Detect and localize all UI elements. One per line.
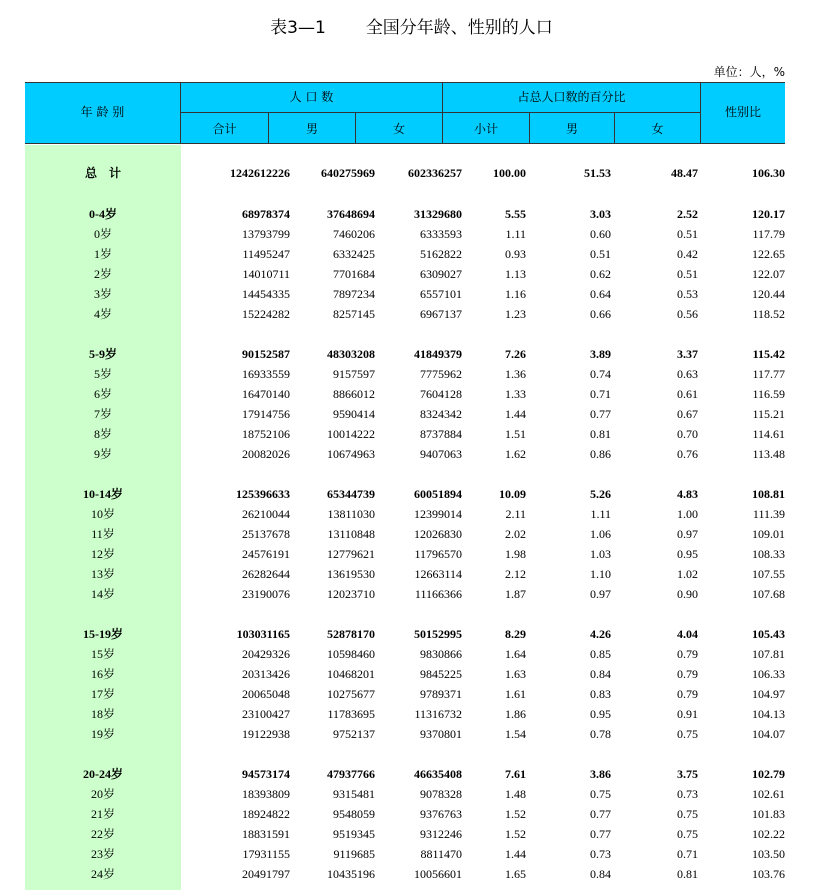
table-code: 表3—1 [270, 18, 326, 38]
cell-female: 41849379 [414, 347, 462, 361]
cell-male: 7460206 [333, 227, 375, 241]
cell-male: 640275969 [321, 166, 375, 180]
cell-pct-female: 0.79 [677, 687, 698, 701]
age-label: 2岁 [93, 267, 112, 281]
cell-male: 7701684 [333, 267, 375, 281]
cell-male: 9548059 [333, 807, 375, 821]
cell-pct-male: 0.75 [590, 787, 611, 801]
cell-female: 7604128 [420, 387, 462, 401]
cell-male: 9519345 [333, 827, 375, 841]
cell-male: 6332425 [333, 247, 375, 261]
cell-sex-ratio: 101.83 [752, 807, 785, 821]
cell-total: 1242612226 [230, 166, 290, 180]
cell-pct-subtotal: 1.44 [505, 407, 526, 421]
cell-pct-female: 1.02 [677, 567, 698, 581]
cell-pct-female: 1.00 [677, 507, 698, 521]
cell-pct-male: 1.06 [590, 527, 611, 541]
cell-pct-subtotal: 1.16 [505, 287, 526, 301]
cell-total: 14454335 [242, 287, 290, 301]
cell-pct-male: 0.62 [590, 267, 611, 281]
cell-pct-subtotal: 2.02 [505, 527, 526, 541]
cell-pct-female: 0.75 [677, 727, 698, 741]
cell-pct-female: 4.04 [677, 627, 698, 641]
cell-pct-male: 0.60 [590, 227, 611, 241]
cell-male: 8257145 [333, 307, 375, 321]
cell-pct-subtotal: 7.61 [505, 767, 526, 781]
cell-total: 18924822 [242, 807, 290, 821]
cell-pct-subtotal: 1.54 [505, 727, 526, 741]
cell-male: 9119685 [333, 847, 375, 861]
cell-pct-male: 0.78 [590, 727, 611, 741]
cell-male: 11783695 [327, 707, 375, 721]
cell-male: 10275677 [327, 687, 375, 701]
header-pct-male: 男 [565, 122, 578, 136]
cell-sex-ratio: 104.13 [752, 707, 785, 721]
cell-pct-male: 0.74 [590, 367, 611, 381]
table-row [25, 444, 785, 464]
cell-female: 6309027 [420, 267, 462, 281]
cell-pct-subtotal: 1.36 [505, 367, 526, 381]
cell-male: 9752137 [333, 727, 375, 741]
cell-pct-female: 4.83 [677, 487, 698, 501]
table-row [25, 824, 785, 844]
cell-total: 90152587 [242, 347, 290, 361]
cell-pct-female: 3.75 [677, 767, 698, 781]
cell-total: 20313426 [242, 667, 290, 681]
cell-total: 94573174 [242, 767, 290, 781]
cell-sex-ratio: 108.33 [752, 547, 785, 561]
cell-total: 24576191 [242, 547, 290, 561]
table-row [25, 664, 785, 684]
cell-total: 15224282 [242, 307, 290, 321]
table-row [25, 504, 785, 524]
cell-total: 17914756 [242, 407, 290, 421]
header-border-top [25, 82, 785, 83]
age-label: 3岁 [93, 287, 112, 301]
cell-total: 23100427 [242, 707, 290, 721]
cell-pct-male: 1.11 [590, 507, 611, 521]
header-female: 女 [392, 122, 405, 136]
cell-pct-male: 5.26 [590, 487, 611, 501]
header-border-bottom [25, 143, 785, 144]
age-label: 20岁 [90, 787, 115, 801]
unit-label: 单位：人，% [713, 65, 785, 79]
cell-pct-subtotal: 7.26 [505, 347, 526, 361]
age-label: 16岁 [90, 667, 115, 681]
cell-sex-ratio: 104.97 [752, 687, 785, 701]
cell-sex-ratio: 107.81 [752, 647, 785, 661]
cell-male: 10435196 [327, 867, 375, 881]
cell-total: 18831591 [242, 827, 290, 841]
cell-male: 13811030 [327, 507, 375, 521]
cell-female: 6333593 [420, 227, 462, 241]
age-label: 1岁 [93, 247, 112, 261]
table-group-row [25, 624, 785, 644]
cell-pct-subtotal: 0.93 [505, 247, 526, 261]
cell-sex-ratio: 103.50 [752, 847, 785, 861]
cell-sex-ratio: 116.59 [752, 387, 785, 401]
cell-female: 31329680 [414, 207, 462, 221]
table-row [25, 684, 785, 704]
cell-female: 9078328 [420, 787, 462, 801]
cell-pct-subtotal: 1.64 [505, 647, 526, 661]
cell-total: 16933559 [242, 367, 290, 381]
cell-male: 65344739 [327, 487, 375, 501]
age-label: 23岁 [90, 847, 115, 861]
cell-sex-ratio: 118.52 [752, 307, 785, 321]
age-label: 0岁 [93, 227, 112, 241]
cell-pct-female: 0.97 [677, 527, 698, 541]
cell-pct-subtotal: 1.51 [505, 427, 526, 441]
age-label: 21岁 [90, 807, 115, 821]
cell-pct-male: 0.73 [590, 847, 611, 861]
cell-pct-male: 1.10 [590, 567, 611, 581]
cell-female: 8737884 [420, 427, 462, 441]
cell-pct-female: 0.91 [677, 707, 698, 721]
cell-pct-subtotal: 8.29 [505, 627, 526, 641]
age-label: 15岁 [90, 647, 115, 661]
cell-female: 12663114 [414, 567, 462, 581]
table-row [25, 844, 785, 864]
cell-total: 20429326 [242, 647, 290, 661]
cell-pct-subtotal: 2.11 [505, 507, 526, 521]
cell-pct-subtotal: 1.33 [505, 387, 526, 401]
cell-pct-subtotal: 1.65 [505, 867, 526, 881]
cell-pct-male: 0.86 [590, 447, 611, 461]
table-group-row [25, 484, 785, 504]
cell-pct-female: 0.75 [677, 807, 698, 821]
cell-female: 50152995 [414, 627, 462, 641]
cell-sex-ratio: 109.01 [752, 527, 785, 541]
age-label: 15-19岁 [83, 627, 123, 641]
table-row [25, 724, 785, 744]
age-label: 12岁 [90, 547, 115, 561]
header-male: 男 [305, 122, 318, 136]
cell-total: 103031165 [236, 627, 290, 641]
table-group-row [25, 344, 785, 364]
header-subtotal: 小计 [473, 122, 498, 136]
cell-sex-ratio: 106.30 [752, 166, 785, 180]
cell-pct-male: 51.53 [584, 166, 611, 180]
age-label: 20-24岁 [83, 767, 123, 781]
cell-pct-subtotal: 1.48 [505, 787, 526, 801]
cell-sex-ratio: 120.17 [752, 207, 785, 221]
header-divider-mid [180, 112, 700, 113]
table-name: 全国分年龄、性别的人口 [365, 18, 553, 38]
cell-female: 5162822 [420, 247, 462, 261]
cell-pct-subtotal: 100.00 [493, 166, 526, 180]
age-label: 4岁 [93, 307, 112, 321]
cell-sex-ratio: 113.48 [752, 447, 785, 461]
cell-sex-ratio: 120.44 [752, 287, 785, 301]
cell-sex-ratio: 107.68 [752, 587, 785, 601]
cell-sex-ratio: 103.76 [752, 867, 785, 881]
cell-pct-subtotal: 1.98 [505, 547, 526, 561]
table-row [25, 424, 785, 444]
cell-pct-male: 0.71 [590, 387, 611, 401]
age-label: 14岁 [90, 587, 115, 601]
table-header [25, 82, 785, 144]
cell-female: 8811470 [420, 847, 462, 861]
header-population: 人 口 数 [289, 90, 334, 104]
cell-male: 9590414 [333, 407, 375, 421]
cell-pct-male: 0.77 [590, 827, 611, 841]
cell-male: 10674963 [327, 447, 375, 461]
table-row [25, 564, 785, 584]
cell-female: 9312246 [420, 827, 462, 841]
table-row [25, 644, 785, 664]
cell-pct-male: 0.51 [590, 247, 611, 261]
age-label: 17岁 [90, 687, 115, 701]
cell-pct-subtotal: 10.09 [499, 487, 526, 501]
cell-pct-subtotal: 1.13 [505, 267, 526, 281]
age-label: 6岁 [93, 387, 112, 401]
cell-male: 10014222 [327, 427, 375, 441]
cell-pct-female: 0.90 [677, 587, 698, 601]
cell-female: 12026830 [414, 527, 462, 541]
table-row [25, 404, 785, 424]
header-age: 年 龄 别 [80, 105, 125, 119]
table-group-row [25, 163, 785, 183]
cell-pct-subtotal: 1.62 [505, 447, 526, 461]
age-label: 0-4岁 [89, 207, 117, 221]
cell-pct-female: 3.37 [677, 347, 698, 361]
table-row [25, 804, 785, 824]
cell-sex-ratio: 115.21 [752, 407, 785, 421]
cell-sex-ratio: 114.61 [752, 427, 785, 441]
cell-male: 9157597 [333, 367, 375, 381]
cell-pct-subtotal: 1.11 [505, 227, 526, 241]
cell-pct-subtotal: 1.52 [505, 807, 526, 821]
age-label: 13岁 [90, 567, 115, 581]
table-row [25, 584, 785, 604]
cell-pct-subtotal: 1.61 [505, 687, 526, 701]
header-sex-ratio: 性别比 [724, 105, 761, 119]
age-label: 22岁 [90, 827, 115, 841]
cell-sex-ratio: 102.61 [752, 787, 785, 801]
cell-sex-ratio: 115.42 [752, 347, 785, 361]
cell-total: 19122938 [242, 727, 290, 741]
table-row [25, 284, 785, 304]
cell-pct-subtotal: 1.44 [505, 847, 526, 861]
cell-total: 13793799 [242, 227, 290, 241]
table-row [25, 544, 785, 564]
cell-sex-ratio: 117.77 [752, 367, 785, 381]
cell-female: 11316732 [414, 707, 462, 721]
cell-female: 10056601 [414, 867, 462, 881]
cell-pct-female: 48.47 [671, 166, 698, 180]
cell-male: 12023710 [327, 587, 375, 601]
cell-total: 23190076 [242, 587, 290, 601]
cell-male: 13110848 [327, 527, 375, 541]
cell-pct-female: 0.51 [677, 267, 698, 281]
cell-total: 11495247 [242, 247, 290, 261]
cell-female: 11796570 [414, 547, 462, 561]
header-percent: 占总人口数的百分比 [517, 90, 626, 104]
cell-total: 18393809 [242, 787, 290, 801]
cell-pct-female: 0.70 [677, 427, 698, 441]
cell-pct-subtotal: 1.52 [505, 827, 526, 841]
cell-pct-female: 2.52 [677, 207, 698, 221]
cell-pct-female: 0.61 [677, 387, 698, 401]
age-label: 5岁 [93, 367, 112, 381]
cell-total: 17931155 [242, 847, 290, 861]
cell-female: 9845225 [420, 667, 462, 681]
cell-sex-ratio: 108.81 [752, 487, 785, 501]
table-row [25, 784, 785, 804]
cell-pct-male: 0.66 [590, 307, 611, 321]
cell-pct-male: 0.83 [590, 687, 611, 701]
age-label: 11岁 [91, 527, 115, 541]
age-label: 8岁 [93, 427, 112, 441]
table-row [25, 524, 785, 544]
cell-pct-male: 0.84 [590, 867, 611, 881]
cell-female: 9830866 [420, 647, 462, 661]
age-label: 10岁 [90, 507, 115, 521]
cell-male: 47937766 [327, 767, 375, 781]
table-row [25, 364, 785, 384]
cell-female: 8324342 [420, 407, 462, 421]
cell-male: 8866012 [333, 387, 375, 401]
cell-male: 10598460 [327, 647, 375, 661]
cell-pct-female: 0.53 [677, 287, 698, 301]
cell-male: 37648694 [327, 207, 375, 221]
cell-female: 11166366 [414, 587, 462, 601]
cell-pct-subtotal: 1.23 [505, 307, 526, 321]
cell-sex-ratio: 106.33 [752, 667, 785, 681]
cell-female: 9376763 [420, 807, 462, 821]
cell-pct-female: 0.71 [677, 847, 698, 861]
cell-sex-ratio: 104.07 [752, 727, 785, 741]
age-label: 5-9岁 [89, 347, 117, 361]
age-label: 19岁 [90, 727, 115, 741]
cell-sex-ratio: 105.43 [752, 627, 785, 641]
cell-sex-ratio: 122.65 [752, 247, 785, 261]
cell-total: 16470140 [242, 387, 290, 401]
cell-pct-male: 0.97 [590, 587, 611, 601]
table-group-row [25, 764, 785, 784]
cell-female: 6967137 [420, 307, 462, 321]
cell-pct-male: 0.77 [590, 807, 611, 821]
table-row [25, 264, 785, 284]
cell-total: 20491797 [242, 867, 290, 881]
cell-female: 6557101 [420, 287, 462, 301]
cell-total: 25137678 [242, 527, 290, 541]
cell-pct-male: 3.86 [590, 767, 611, 781]
cell-pct-female: 0.67 [677, 407, 698, 421]
cell-pct-male: 3.89 [590, 347, 611, 361]
cell-pct-female: 0.79 [677, 647, 698, 661]
cell-pct-female: 0.76 [677, 447, 698, 461]
age-label: 9岁 [93, 447, 112, 461]
cell-female: 602336257 [408, 166, 462, 180]
cell-male: 12779621 [327, 547, 375, 561]
cell-pct-male: 4.26 [590, 627, 611, 641]
cell-pct-male: 0.64 [590, 287, 611, 301]
cell-total: 14010711 [242, 267, 290, 281]
age-label: 总 计 [84, 166, 121, 180]
table-row [25, 384, 785, 404]
cell-pct-male: 0.85 [590, 647, 611, 661]
cell-male: 52878170 [327, 627, 375, 641]
cell-sex-ratio: 102.79 [752, 767, 785, 781]
age-label: 18岁 [90, 707, 115, 721]
cell-total: 20082026 [242, 447, 290, 461]
age-label: 10-14岁 [83, 487, 123, 501]
cell-pct-female: 0.56 [677, 307, 698, 321]
cell-pct-female: 0.79 [677, 667, 698, 681]
cell-pct-subtotal: 2.12 [505, 567, 526, 581]
cell-total: 68978374 [242, 207, 290, 221]
cell-male: 10468201 [327, 667, 375, 681]
cell-female: 9370801 [420, 727, 462, 741]
table-row [25, 704, 785, 724]
cell-female: 7775962 [420, 367, 462, 381]
cell-pct-female: 0.95 [677, 547, 698, 561]
cell-pct-subtotal: 5.55 [505, 207, 526, 221]
header-pct-female: 女 [651, 122, 664, 136]
table-title [0, 13, 823, 38]
cell-pct-subtotal: 1.63 [505, 667, 526, 681]
cell-sex-ratio: 107.55 [752, 567, 785, 581]
cell-total: 20065048 [242, 687, 290, 701]
cell-pct-male: 0.84 [590, 667, 611, 681]
cell-pct-male: 0.81 [590, 427, 611, 441]
cell-pct-female: 0.51 [677, 227, 698, 241]
age-label: 24岁 [90, 867, 115, 881]
cell-female: 9789371 [420, 687, 462, 701]
cell-total: 26210044 [242, 507, 290, 521]
header-total: 合计 [212, 122, 237, 136]
cell-total: 18752106 [242, 427, 290, 441]
cell-total: 26282644 [242, 567, 290, 581]
cell-pct-female: 0.73 [677, 787, 698, 801]
cell-pct-female: 0.42 [677, 247, 698, 261]
cell-pct-female: 0.75 [677, 827, 698, 841]
cell-male: 13619530 [327, 567, 375, 581]
cell-pct-subtotal: 1.87 [505, 587, 526, 601]
cell-sex-ratio: 122.07 [752, 267, 785, 281]
table-group-row [25, 204, 785, 224]
cell-male: 48303208 [327, 347, 375, 361]
cell-female: 60051894 [414, 487, 462, 501]
cell-pct-male: 0.95 [590, 707, 611, 721]
age-label: 7岁 [93, 407, 112, 421]
table-row [25, 304, 785, 324]
cell-sex-ratio: 111.39 [752, 507, 785, 521]
cell-pct-subtotal: 1.86 [505, 707, 526, 721]
cell-pct-female: 0.63 [677, 367, 698, 381]
cell-female: 9407063 [420, 447, 462, 461]
cell-total: 125396633 [236, 487, 290, 501]
table-row [25, 864, 785, 884]
cell-female: 12399014 [414, 507, 462, 521]
table-row [25, 224, 785, 244]
cell-sex-ratio: 117.79 [752, 227, 785, 241]
cell-pct-male: 3.03 [590, 207, 611, 221]
cell-male: 7897234 [333, 287, 375, 301]
cell-pct-male: 0.77 [590, 407, 611, 421]
cell-sex-ratio: 102.22 [752, 827, 785, 841]
cell-male: 9315481 [333, 787, 375, 801]
table-row [25, 244, 785, 264]
cell-pct-female: 0.81 [677, 867, 698, 881]
cell-female: 46635408 [414, 767, 462, 781]
cell-pct-male: 1.03 [590, 547, 611, 561]
